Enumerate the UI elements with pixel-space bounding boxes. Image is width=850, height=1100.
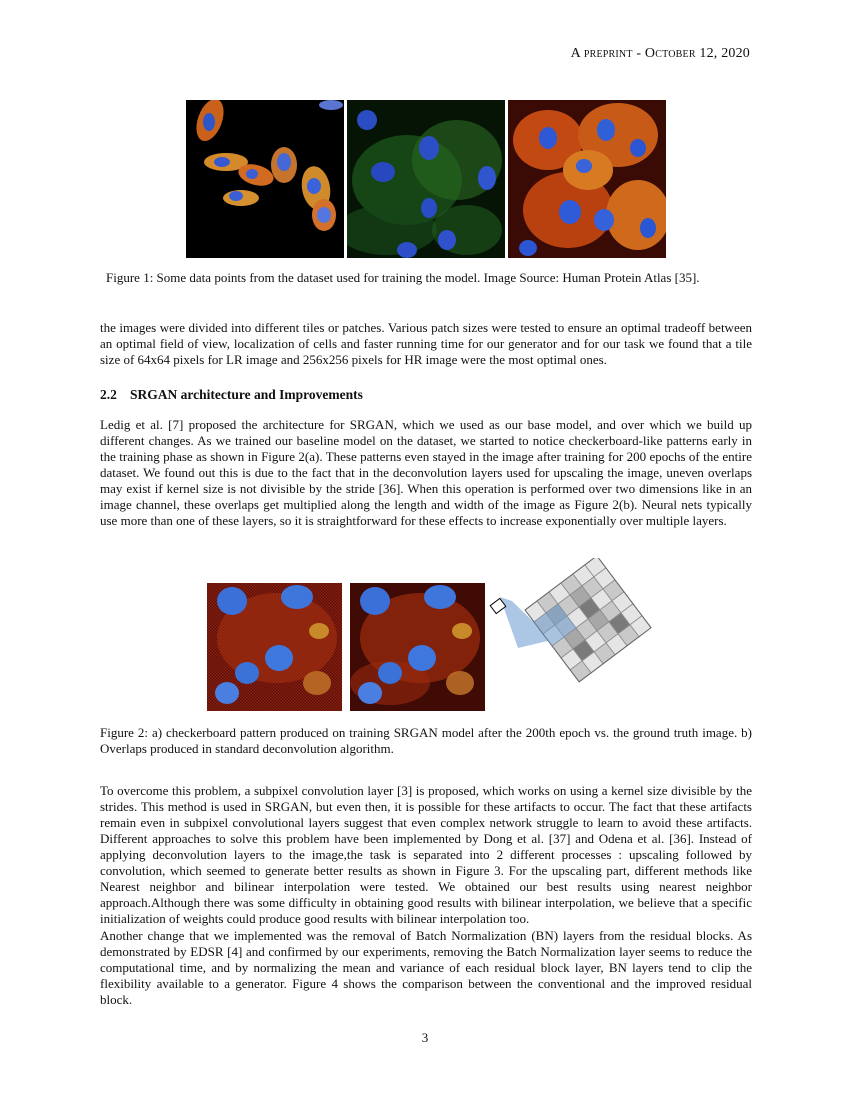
body-paragraph-1: the images were divided into different tiles or patches. Various patch sizes were tested to ensure an optimal tradeoff between an optimal field of view, localization of cells and faster running time for our generator and for our task we found that a tile size of 64x64 pixels for LR image and 256x256 pixels for HR image were the most optimal ones. [100, 320, 752, 367]
header-date: October 12, 2020 [644, 46, 750, 61]
figure-1-caption: Figure 1: Some data points from the dataset used for training the model. Image Source: Human Protein Atlas [35]. [106, 270, 700, 285]
microscopy-image-2 [347, 100, 505, 258]
section-title: SRGAN architecture and Improvements [130, 387, 363, 402]
figure-1 [186, 100, 666, 258]
running-header [571, 46, 750, 62]
page-number: 3 [421, 1030, 429, 1045]
section-number: 2.2 [100, 387, 117, 402]
body-paragraph-3: To overcome this problem, a subpixel convolution layer [3] is proposed, which works on using a kernel size divisible by the strides. This method is used in SRGAN, but even then, it is possible for these artifacts to occur. The fact that these artifacts remain even in subpixel convolutional layers suggest that even complex network struggle to learn to avoid these artifacts. Different approaches to solve this problem have been implemented by Dong et al. [37] and Odena et al. [36]. Instead of applying deconvolution layers to the image,the task is separated into 2 different processes : upscaling followed by convolution, which seemed to generate better results as shown in Figure 3. For the upscaling part, different methods like Nearest neighbor and bilinear interpolation were tested. We obtained our best results using nearest neighbor approach.Although there was some difficulty in obtaining good results with bilinear interpolation, we believe that a specific initialization of weights could produce good results with bilinear interpolation too. [100, 783, 752, 926]
body-paragraph-4: Another change that we implemented was the removal of Batch Normalization (BN) layers from the residual blocks. As demonstrated by EDSR [4] and confirmed by our experiments, removing the Batch Normalization layer seems to reduce the computational time, and by normalizing the mean and variance of each residual block layer, BN layers tend to clip the flexibility available to a generator. Figure 4 shows the comparison between the conventional and the improved residual block. [100, 928, 752, 1007]
microscopy-image-1 [186, 100, 344, 258]
ground-truth-image [350, 583, 485, 711]
header-prefix: A preprint [570, 46, 633, 61]
body-paragraph-2: Ledig et al. [7] proposed the architecture for SRGAN, which we used as our base model, and over which we build up different changes. As we trained our baseline model on the dataset, we started to notice checkerboard-like patterns early in the training phase as shown in Figure 2(a). These patterns even stayed in the image after training for 200 epochs of the entire dataset. We found out this is due to the fact that in the deconvolution layers used for upscaling the image, uneven overlaps may exist if kernel size is not divisible by the stride [36]. When this operation is performed over two dimensions like in an image channel, these overlaps get multiplied along the length and width of the image as Figure 2(b). Neural nets typically use more than one of these layers, so it is straightforward for these effects to increase exponentially over multiple layers. [100, 417, 752, 528]
checkerboard-artifact-image [207, 583, 342, 711]
deconvolution-overlap-diagram [484, 558, 660, 718]
header-separator: - [632, 46, 645, 61]
figure-2-caption: Figure 2: a) checkerboard pattern produced on training SRGAN model after the 200th epoch vs. the ground truth image. b) Overlaps produced in standard deconvolution algorithm. [100, 725, 752, 756]
microscopy-image-3 [508, 100, 666, 258]
figure-2 [200, 558, 660, 718]
section-heading [100, 387, 363, 403]
